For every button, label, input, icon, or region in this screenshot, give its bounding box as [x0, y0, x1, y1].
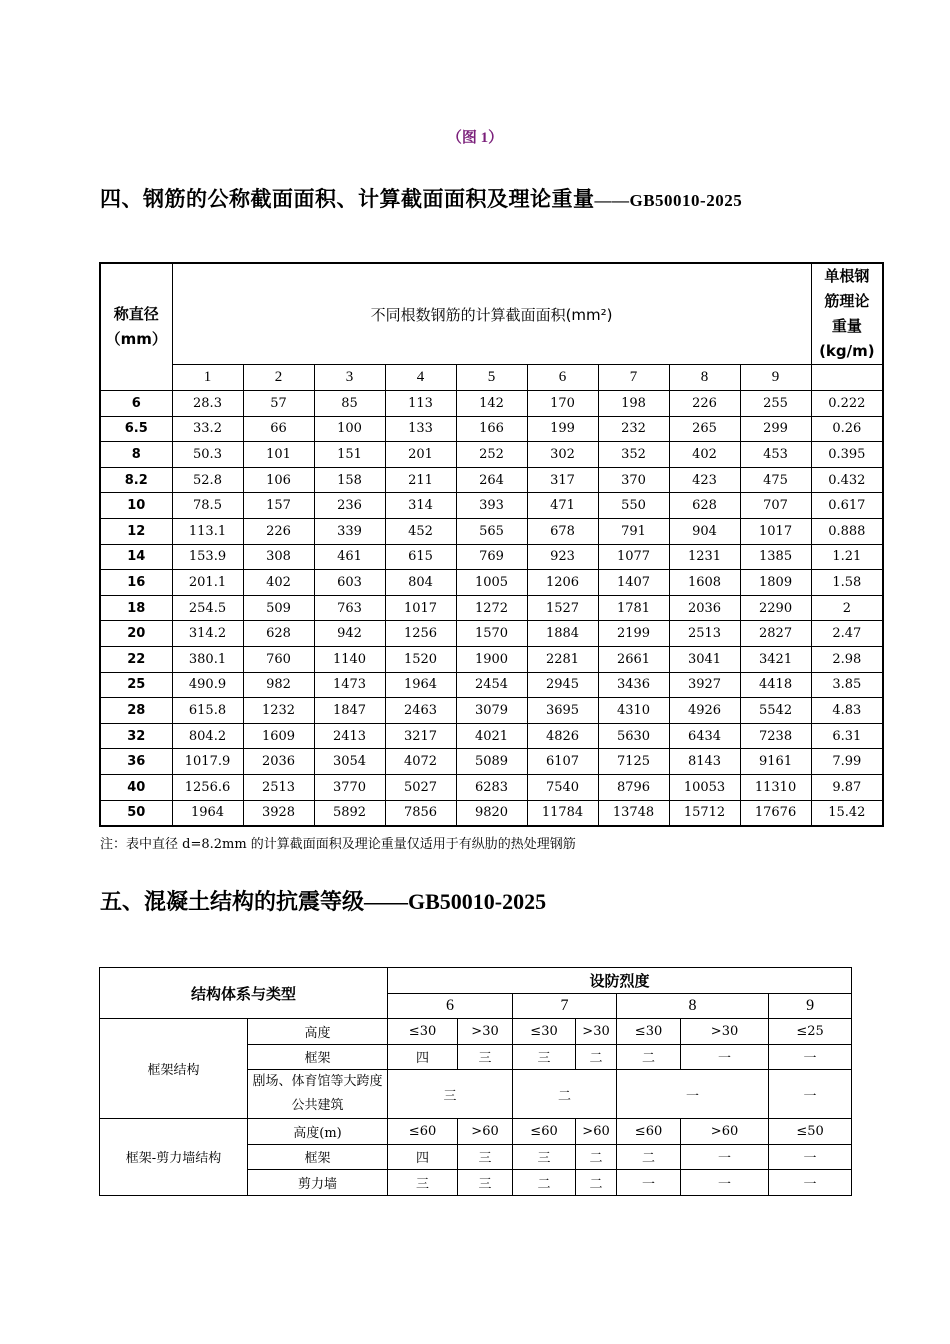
- frame-height-cell: >30: [681, 1019, 769, 1045]
- area-cell: 10053: [669, 774, 740, 800]
- area-cell: 2036: [669, 595, 740, 621]
- area-cell: 4418: [740, 672, 811, 698]
- area-cell: 461: [314, 544, 385, 570]
- area-cell: 615: [385, 544, 456, 570]
- area-cell: 1964: [172, 800, 243, 826]
- weight-cell: 0.617: [811, 493, 883, 519]
- area-cell: 1847: [314, 698, 385, 724]
- fs-height-cell: ≤50: [769, 1119, 852, 1145]
- area-cell: 199: [527, 416, 598, 442]
- area-cell: 804: [385, 570, 456, 596]
- bar-count-header: 4: [385, 365, 456, 391]
- frame-grade-cell: 二: [617, 1044, 681, 1070]
- area-cell: 151: [314, 442, 385, 468]
- area-cell: 565: [456, 518, 527, 544]
- area-cell: 2454: [456, 672, 527, 698]
- area-cell: 1809: [740, 570, 811, 596]
- fs-height-cell: >60: [576, 1119, 617, 1145]
- diameter-cell: 25: [100, 672, 172, 698]
- bar-count-header: 7: [598, 365, 669, 391]
- weight-cell: 9.87: [811, 774, 883, 800]
- area-cell: 804.2: [172, 723, 243, 749]
- diameter-cell: 8: [100, 442, 172, 468]
- weight-cell: 2: [811, 595, 883, 621]
- theater-grade-cell: 一: [617, 1070, 769, 1119]
- area-cell: 2281: [527, 646, 598, 672]
- table-row: [100, 595, 883, 621]
- area-cell: 760: [243, 646, 314, 672]
- diameter-cell: 8.2: [100, 467, 172, 493]
- table-row: [100, 518, 883, 544]
- area-cell: 942: [314, 621, 385, 647]
- intensity-header: 设防烈度: [388, 968, 852, 994]
- area-cell: 707: [740, 493, 811, 519]
- section5-title-text: 五、混凝土结构的抗震等级: [100, 890, 365, 915]
- intensity-7: 7: [513, 993, 617, 1019]
- area-cell: 166: [456, 416, 527, 442]
- area-cell: 3217: [385, 723, 456, 749]
- fs-height-cell: ≤60: [617, 1119, 681, 1145]
- frame-grade-cell: 一: [681, 1044, 769, 1070]
- weight-cell: 0.26: [811, 416, 883, 442]
- area-cell: 603: [314, 570, 385, 596]
- figure-label: （图 1）: [446, 130, 504, 146]
- area-cell: 2036: [243, 749, 314, 775]
- area-cell: 5892: [314, 800, 385, 826]
- area-cell: 1385: [740, 544, 811, 570]
- table-row: [100, 493, 883, 519]
- table-row: [100, 672, 883, 698]
- fs-wall-label: 剪力墙: [248, 1170, 388, 1196]
- fs-wall-grade-cell: 二: [576, 1170, 617, 1196]
- area-cell: 236: [314, 493, 385, 519]
- theater-grade-cell: 一: [769, 1070, 852, 1119]
- area-cell: 9161: [740, 749, 811, 775]
- area-cell: 133: [385, 416, 456, 442]
- area-cell: 226: [243, 518, 314, 544]
- weight-cell: 2.98: [811, 646, 883, 672]
- area-cell: 453: [740, 442, 811, 468]
- bar-count-header: 6: [527, 365, 598, 391]
- area-cell: 1609: [243, 723, 314, 749]
- area-cell: 3927: [669, 672, 740, 698]
- fs-wall-grade-cell: 一: [617, 1170, 681, 1196]
- area-cell: 5542: [740, 698, 811, 724]
- frame-height-cell: ≤30: [388, 1019, 458, 1045]
- area-cell: 6434: [669, 723, 740, 749]
- area-cell: 1520: [385, 646, 456, 672]
- area-cell: 5089: [456, 749, 527, 775]
- diameter-cell: 6: [100, 391, 172, 417]
- area-cell: 314: [385, 493, 456, 519]
- weight-cell: 2.47: [811, 621, 883, 647]
- area-cell: 113: [385, 391, 456, 417]
- fs-frame-grade-cell: 一: [681, 1144, 769, 1170]
- area-cell: 198: [598, 391, 669, 417]
- area-cell: 50.3: [172, 442, 243, 468]
- area-cell: 1407: [598, 570, 669, 596]
- area-cell: 1527: [527, 595, 598, 621]
- area-cell: 4021: [456, 723, 527, 749]
- area-cell: 7125: [598, 749, 669, 775]
- area-cell: 4826: [527, 723, 598, 749]
- bar-count-row: [100, 365, 883, 391]
- area-cell: 1017: [385, 595, 456, 621]
- frame-grade-cell: 四: [388, 1044, 458, 1070]
- area-cell: 299: [740, 416, 811, 442]
- area-cell: 904: [669, 518, 740, 544]
- area-cell: 85: [314, 391, 385, 417]
- area-cell: 265: [669, 416, 740, 442]
- bar-count-header: 8: [669, 365, 740, 391]
- area-cell: 3421: [740, 646, 811, 672]
- weight-cell: 15.42: [811, 800, 883, 826]
- weight-cell: 0.395: [811, 442, 883, 468]
- diameter-cell: 6.5: [100, 416, 172, 442]
- area-cell: 2463: [385, 698, 456, 724]
- theater-grade-cell: 三: [388, 1070, 513, 1119]
- area-cell: 6283: [456, 774, 527, 800]
- area-cell: 57: [243, 391, 314, 417]
- fs-frame-grade-cell: 一: [769, 1144, 852, 1170]
- table-row: [100, 391, 883, 417]
- rebar-area-table: [99, 262, 884, 827]
- fs-frame-grade-cell: 三: [513, 1144, 576, 1170]
- weight-header: 单根钢 筋理论 重量 (kg/m): [811, 263, 883, 365]
- section5-title: [100, 885, 546, 916]
- bar-count-header: 5: [456, 365, 527, 391]
- area-cell: 3054: [314, 749, 385, 775]
- area-cell: 1570: [456, 621, 527, 647]
- area-cell: 7238: [740, 723, 811, 749]
- table-row: [100, 698, 883, 724]
- area-cell: 254.5: [172, 595, 243, 621]
- area-cell: 3770: [314, 774, 385, 800]
- area-cell: 1608: [669, 570, 740, 596]
- frame-grade-cell: 三: [513, 1044, 576, 1070]
- diameter-cell: 16: [100, 570, 172, 596]
- diameter-cell: 20: [100, 621, 172, 647]
- area-cell: 157: [243, 493, 314, 519]
- fs-frame-grade-cell: 二: [576, 1144, 617, 1170]
- diameter-cell: 10: [100, 493, 172, 519]
- area-cell: 100: [314, 416, 385, 442]
- table-row: [100, 800, 883, 826]
- area-cell: 113.1: [172, 518, 243, 544]
- bar-count-header: 1: [172, 365, 243, 391]
- area-cell: 402: [243, 570, 314, 596]
- area-cell: 13748: [598, 800, 669, 826]
- area-cell: 7540: [527, 774, 598, 800]
- area-cell: 232: [598, 416, 669, 442]
- area-cell: 1140: [314, 646, 385, 672]
- section4-title: [100, 183, 742, 213]
- area-cell: 791: [598, 518, 669, 544]
- area-cell: 170: [527, 391, 598, 417]
- weight-subheader-empty: [811, 365, 883, 391]
- area-cell: 5630: [598, 723, 669, 749]
- area-cell: 153.9: [172, 544, 243, 570]
- area-cell: 2945: [527, 672, 598, 698]
- frame-shear-structure-label: 框架-剪力墙结构: [100, 1119, 248, 1196]
- table-row: [100, 442, 883, 468]
- frame-height-cell: ≤25: [769, 1019, 852, 1045]
- area-cell: 380.1: [172, 646, 243, 672]
- area-cell: 317: [527, 467, 598, 493]
- bar-count-header: 9: [740, 365, 811, 391]
- diameter-cell: 32: [100, 723, 172, 749]
- table-row: [100, 723, 883, 749]
- intensity-9: 9: [769, 993, 852, 1019]
- area-cell: 352: [598, 442, 669, 468]
- area-cell: 471: [527, 493, 598, 519]
- area-cell: 4310: [598, 698, 669, 724]
- area-cell: 9820: [456, 800, 527, 826]
- area-cell: 1256: [385, 621, 456, 647]
- area-cell: 1964: [385, 672, 456, 698]
- area-cell: 314.2: [172, 621, 243, 647]
- diameter-cell: 40: [100, 774, 172, 800]
- area-cell: 211: [385, 467, 456, 493]
- area-cell: 1473: [314, 672, 385, 698]
- weight-cell: 1.21: [811, 544, 883, 570]
- area-cell: 2513: [669, 621, 740, 647]
- area-cell: 1272: [456, 595, 527, 621]
- area-cell: 158: [314, 467, 385, 493]
- area-cell: 402: [669, 442, 740, 468]
- area-cell: 264: [456, 467, 527, 493]
- area-cell: 2513: [243, 774, 314, 800]
- area-cell: 423: [669, 467, 740, 493]
- area-cell: 201: [385, 442, 456, 468]
- area-cell: 3928: [243, 800, 314, 826]
- fs-height-label: 高度(m): [248, 1119, 388, 1145]
- area-cell: 226: [669, 391, 740, 417]
- fs-frame-grade-cell: 三: [458, 1144, 513, 1170]
- fs-frame-grade-cell: 四: [388, 1144, 458, 1170]
- area-cell: 2413: [314, 723, 385, 749]
- area-cell: 52.8: [172, 467, 243, 493]
- table-row: [100, 467, 883, 493]
- area-cell: 678: [527, 518, 598, 544]
- area-cell: 615.8: [172, 698, 243, 724]
- frame-height-cell: ≤30: [617, 1019, 681, 1045]
- table-row: [100, 570, 883, 596]
- diameter-cell: 50: [100, 800, 172, 826]
- area-cell: 2199: [598, 621, 669, 647]
- area-cell: 393: [456, 493, 527, 519]
- area-cell: 4072: [385, 749, 456, 775]
- area-cell: 550: [598, 493, 669, 519]
- area-cell: 8796: [598, 774, 669, 800]
- fs-wall-grade-cell: 一: [681, 1170, 769, 1196]
- area-cell: 2661: [598, 646, 669, 672]
- area-cell: 628: [243, 621, 314, 647]
- area-cell: 33.2: [172, 416, 243, 442]
- area-cell: 2827: [740, 621, 811, 647]
- weight-cell: 0.888: [811, 518, 883, 544]
- area-cell: 1231: [669, 544, 740, 570]
- table-row: [100, 774, 883, 800]
- area-cell: 1077: [598, 544, 669, 570]
- area-cell: 1206: [527, 570, 598, 596]
- fs-wall-grade-cell: 一: [769, 1170, 852, 1196]
- diameter-cell: 28: [100, 698, 172, 724]
- weight-cell: 0.222: [811, 391, 883, 417]
- frame-grade-cell: 三: [458, 1044, 513, 1070]
- area-cell: 255: [740, 391, 811, 417]
- area-cell: 5027: [385, 774, 456, 800]
- diameter-cell: 12: [100, 518, 172, 544]
- weight-cell: 0.432: [811, 467, 883, 493]
- area-cell: 490.9: [172, 672, 243, 698]
- fs-frame-grade-cell: 二: [617, 1144, 681, 1170]
- table-row: [100, 749, 883, 775]
- area-cell: 66: [243, 416, 314, 442]
- area-cell: 6107: [527, 749, 598, 775]
- area-cell: 142: [456, 391, 527, 417]
- area-cell: 339: [314, 518, 385, 544]
- area-cell: 763: [314, 595, 385, 621]
- diameter-cell: 18: [100, 595, 172, 621]
- area-cell: 3041: [669, 646, 740, 672]
- weight-cell: 3.85: [811, 672, 883, 698]
- seismic-grade-table: [99, 967, 852, 1196]
- table-row: [100, 646, 883, 672]
- frame-frame-label: 框架: [248, 1044, 388, 1070]
- frame-grade-cell: 二: [576, 1044, 617, 1070]
- table-row: [100, 416, 883, 442]
- rebar-rows: [100, 391, 883, 827]
- table-row: [100, 544, 883, 570]
- area-cell: 982: [243, 672, 314, 698]
- area-cell: 1017.9: [172, 749, 243, 775]
- intensity-8: 8: [617, 993, 769, 1019]
- area-cell: 923: [527, 544, 598, 570]
- fs-wall-grade-cell: 三: [388, 1170, 458, 1196]
- diameter-cell: 36: [100, 749, 172, 775]
- area-cell: 252: [456, 442, 527, 468]
- area-cell: 17676: [740, 800, 811, 826]
- area-header: 不同根数钢筋的计算截面面积(mm²): [172, 263, 811, 365]
- fs-wall-grade-cell: 二: [513, 1170, 576, 1196]
- frame-height-cell: >30: [458, 1019, 513, 1045]
- fs-frame-label: 框架: [248, 1144, 388, 1170]
- area-cell: 1884: [527, 621, 598, 647]
- area-cell: 452: [385, 518, 456, 544]
- area-cell: 3079: [456, 698, 527, 724]
- bar-count-header: 3: [314, 365, 385, 391]
- table-row: [100, 621, 883, 647]
- section4-title-std: ——GB50010-2025: [594, 191, 743, 210]
- table-note: 注：表中直径 d=8.2mm 的计算截面面积及理论重量仅适用于有纵肋的热处理钢筋: [100, 837, 576, 852]
- fs-wall-grade-cell: 三: [458, 1170, 513, 1196]
- area-cell: 302: [527, 442, 598, 468]
- area-cell: 11784: [527, 800, 598, 826]
- diameter-header: 称直径 （mm）: [100, 263, 172, 391]
- area-cell: 28.3: [172, 391, 243, 417]
- area-cell: 628: [669, 493, 740, 519]
- frame-height-cell: ≤30: [513, 1019, 576, 1045]
- theater-label: 剧场、体育馆等大跨度公共建筑: [248, 1070, 388, 1119]
- bar-count-header: 2: [243, 365, 314, 391]
- area-cell: 1256.6: [172, 774, 243, 800]
- diameter-cell: 22: [100, 646, 172, 672]
- area-cell: 101: [243, 442, 314, 468]
- fs-height-cell: >60: [681, 1119, 769, 1145]
- fs-height-cell: ≤60: [513, 1119, 576, 1145]
- frame-height-label: 高度: [248, 1019, 388, 1045]
- area-cell: 308: [243, 544, 314, 570]
- area-cell: 370: [598, 467, 669, 493]
- area-cell: 8143: [669, 749, 740, 775]
- weight-cell: 7.99: [811, 749, 883, 775]
- frame-structure-label: 框架结构: [100, 1019, 248, 1119]
- area-cell: 3436: [598, 672, 669, 698]
- area-cell: 1005: [456, 570, 527, 596]
- area-cell: 4926: [669, 698, 740, 724]
- section5-title-std: ——GB50010-2025: [364, 889, 547, 914]
- weight-cell: 6.31: [811, 723, 883, 749]
- section4-title-text: 四、钢筋的公称截面面积、计算截面面积及理论重量: [100, 187, 595, 211]
- area-cell: 1017: [740, 518, 811, 544]
- area-cell: 7856: [385, 800, 456, 826]
- area-cell: 1781: [598, 595, 669, 621]
- area-cell: 2290: [740, 595, 811, 621]
- intensity-6: 6: [388, 993, 513, 1019]
- theater-grade-cell: 二: [513, 1070, 617, 1119]
- area-cell: 475: [740, 467, 811, 493]
- system-header: 结构体系与类型: [100, 968, 388, 1019]
- area-cell: 106: [243, 467, 314, 493]
- area-cell: 769: [456, 544, 527, 570]
- area-cell: 1232: [243, 698, 314, 724]
- frame-height-cell: >30: [576, 1019, 617, 1045]
- frame-grade-cell: 一: [769, 1044, 852, 1070]
- area-cell: 15712: [669, 800, 740, 826]
- diameter-cell: 14: [100, 544, 172, 570]
- fs-height-cell: >60: [458, 1119, 513, 1145]
- area-cell: 3695: [527, 698, 598, 724]
- weight-cell: 1.58: [811, 570, 883, 596]
- area-cell: 201.1: [172, 570, 243, 596]
- area-cell: 11310: [740, 774, 811, 800]
- area-cell: 78.5: [172, 493, 243, 519]
- area-cell: 1900: [456, 646, 527, 672]
- area-cell: 509: [243, 595, 314, 621]
- weight-cell: 4.83: [811, 698, 883, 724]
- fs-height-cell: ≤60: [388, 1119, 458, 1145]
